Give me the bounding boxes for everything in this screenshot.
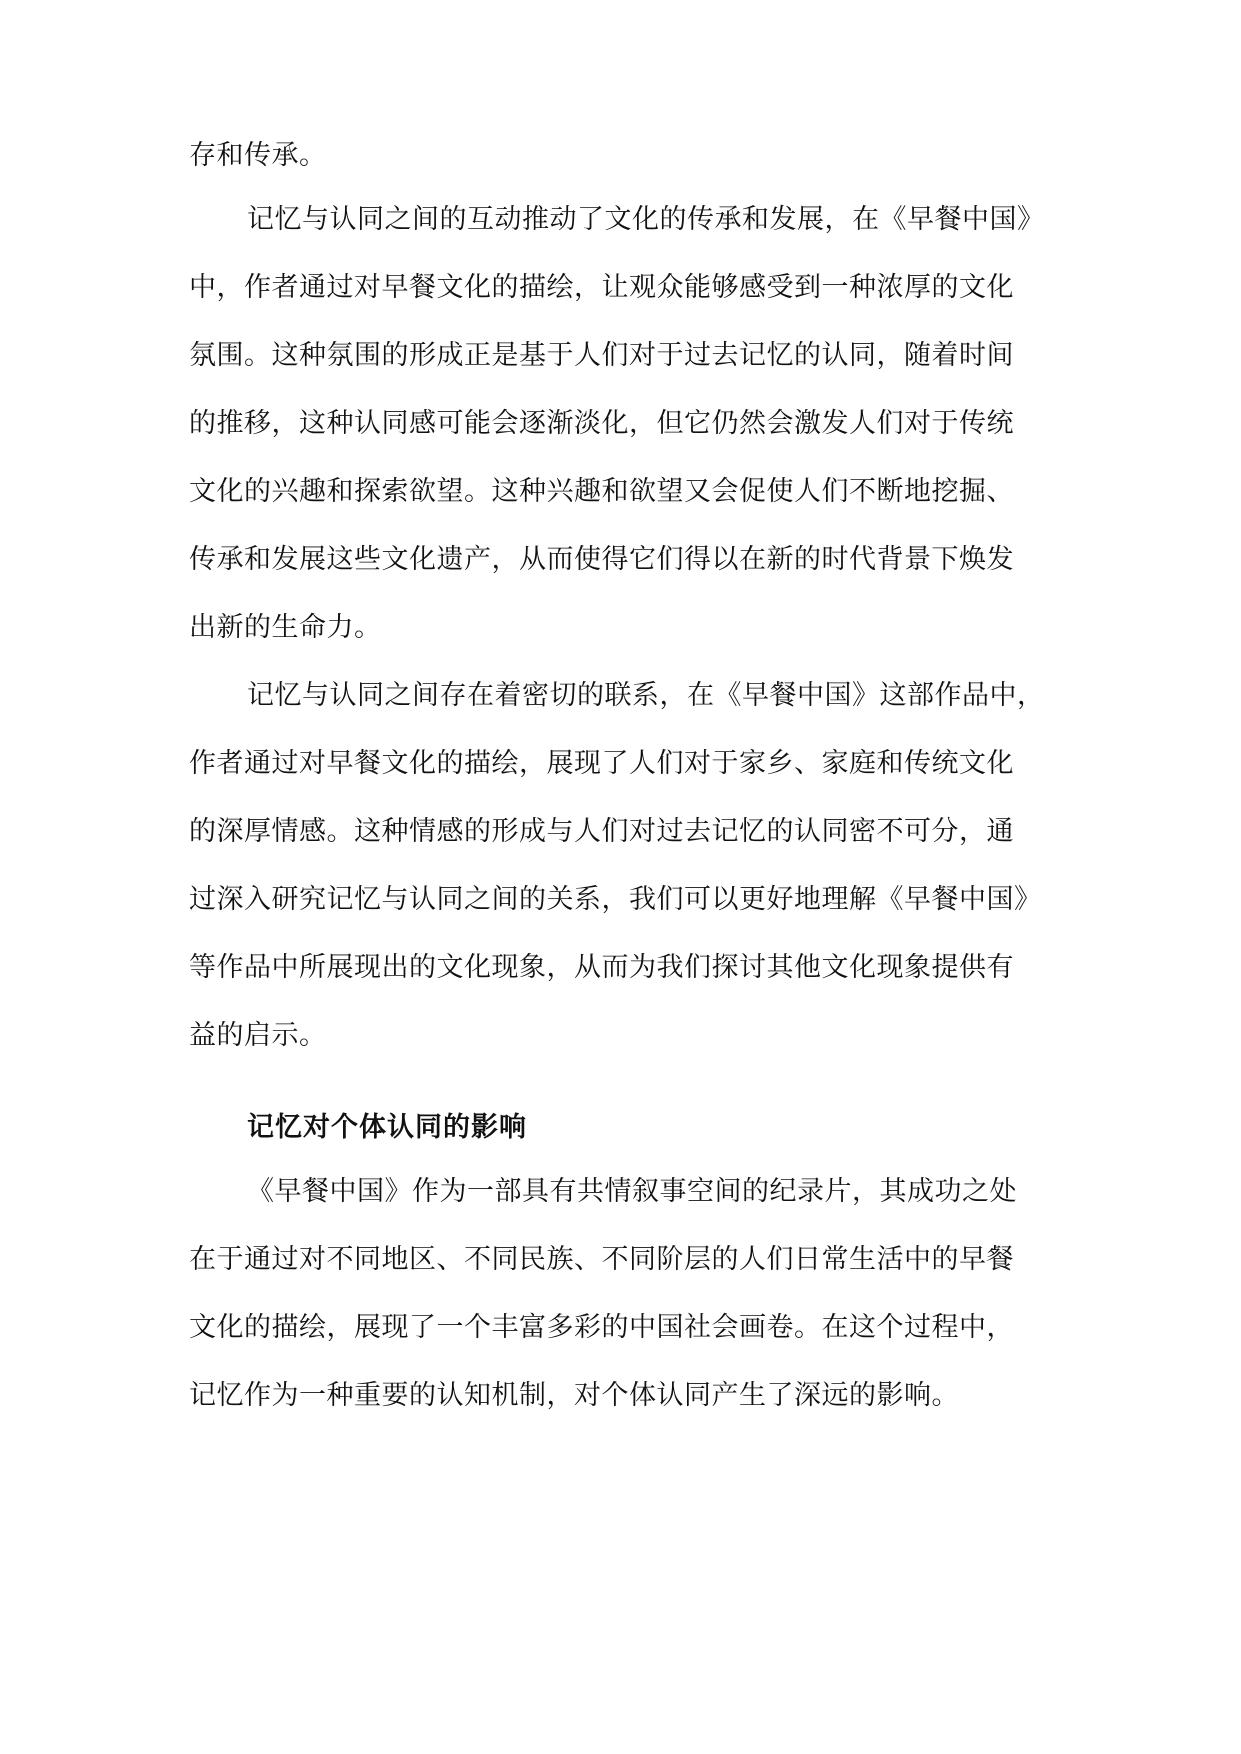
paragraph-line: 益的启示。: [189, 1020, 327, 1051]
paragraph-line: 过深入研究记忆与认同之间的关系，我们可以更好地理解《早餐中国》: [189, 884, 1042, 915]
paragraph-line: 作者通过对早餐文化的描绘，展现了人们对于家乡、家庭和传统文化: [189, 748, 1014, 779]
paragraph-line: 记忆作为一种重要的认知机制，对个体认同产生了深远的影响。: [189, 1380, 959, 1411]
paragraph-line: 出新的生命力。: [189, 612, 382, 643]
paragraph-line: 存和传承。: [189, 140, 327, 171]
paragraph-line: 氛围。这种氛围的形成正是基于人们对于过去记忆的认同，随着时间: [189, 340, 1014, 371]
paragraph-line: 文化的描绘，展现了一个丰富多彩的中国社会画卷。在这个过程中，: [189, 1312, 1014, 1343]
paragraph-line: 的推移，这种认同感可能会逐渐淡化，但它仍然会激发人们对于传统: [189, 408, 1014, 439]
paragraph-line: 《早餐中国》作为一部具有共情叙事空间的纪录片，其成功之处: [247, 1176, 1017, 1207]
paragraph-line: 中，作者通过对早餐文化的描绘，让观众能够感受到一种浓厚的文化: [189, 272, 1014, 303]
paragraph-line: 记忆与认同之间存在着密切的联系，在《早餐中国》这部作品中，: [247, 680, 1045, 711]
section-heading: 记忆对个体认同的影响: [247, 1112, 527, 1143]
paragraph-line: 在于通过对不同地区、不同民族、不同阶层的人们日常生活中的早餐: [189, 1244, 1014, 1275]
paragraph-line: 文化的兴趣和探索欲望。这种兴趣和欲望又会促使人们不断地挖掘、: [189, 476, 1014, 507]
paragraph-line: 等作品中所展现出的文化现象，从而为我们探讨其他文化现象提供有: [189, 952, 1014, 983]
paragraph-line: 的深厚情感。这种情感的形成与人们对过去记忆的认同密不可分，通: [189, 816, 1014, 847]
paragraph-line: 记忆与认同之间的互动推动了文化的传承和发展，在《早餐中国》: [247, 204, 1045, 235]
paragraph-line: 传承和发展这些文化遗产，从而使得它们得以在新的时代背景下焕发: [189, 544, 1014, 575]
